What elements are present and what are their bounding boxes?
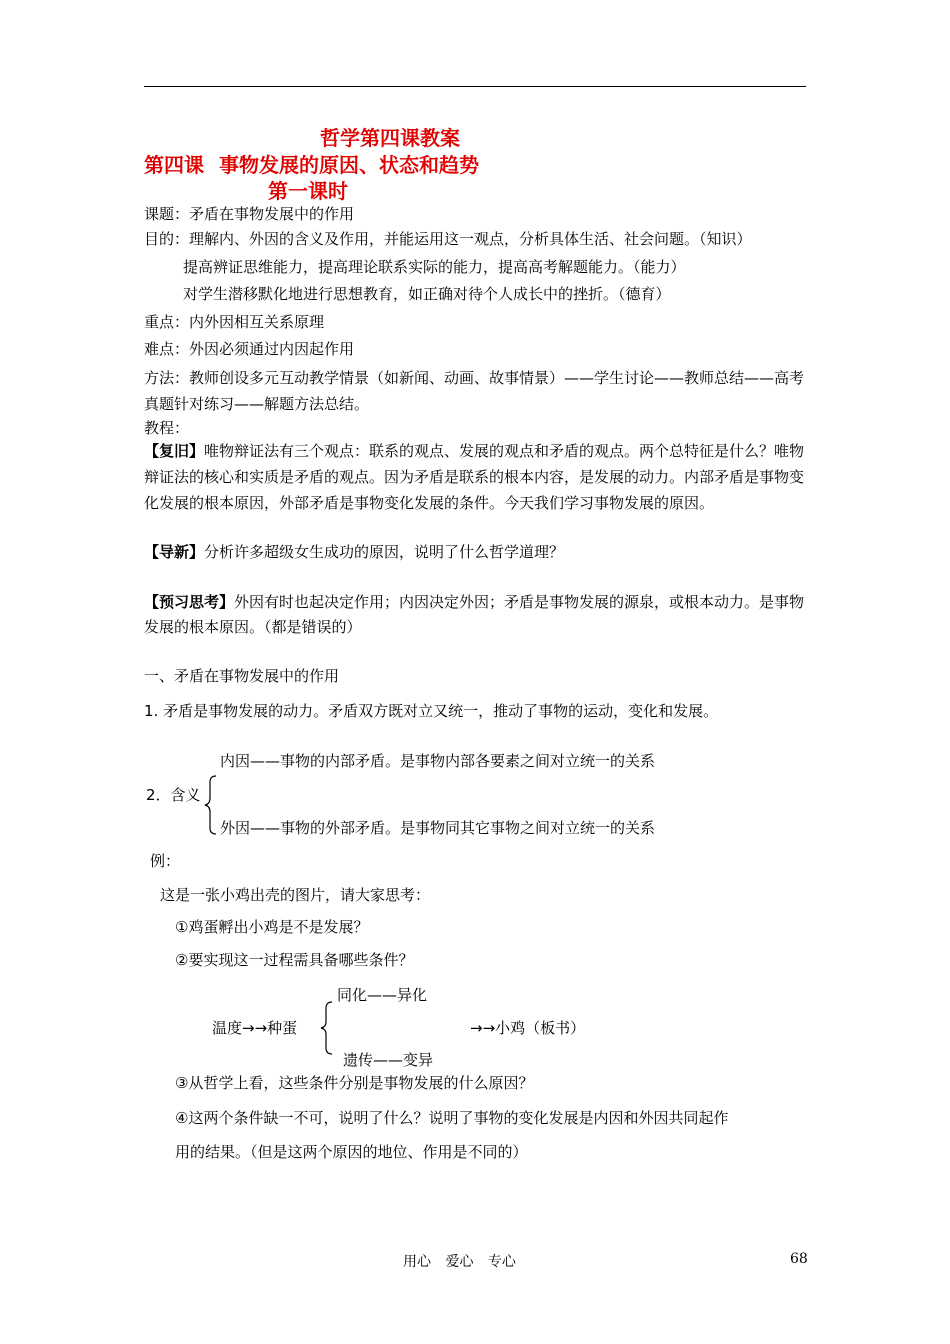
difficulty-line: 难点：外因必须通过内因起作用: [144, 340, 355, 358]
review-paragraph: [144, 438, 808, 516]
question-4-line-2: 用的结果。（但是这两个原因的地位、作用是不同的）: [175, 1143, 528, 1161]
question-2: ②要实现这一过程需具备哪些条件？: [175, 951, 414, 969]
review-text: 唯物辩证法有三个观点：联系的观点、发展的观点和矛盾的观点。两个总特征是什么？唯物辩证法的核心和实质是矛盾的观点。因为矛盾是联系的根本内容，是发展的动力。内部矛盾是事物变化发展的根本原因，外部矛盾是事物变化发展的条件。今天我们学习事物发展的原因。: [144, 442, 805, 512]
footer-motto: 用心 爱心 专心: [403, 1254, 516, 1270]
preview-tag: 【预习思考】: [144, 593, 235, 611]
diagram-brace: [318, 1000, 334, 1056]
lesson-title: 第四课 事物发展的原因、状态和趋势: [144, 153, 479, 177]
section1-heading: 一、矛盾在事物发展中的作用: [144, 667, 340, 685]
diagram-right: →→小鸡（板书）: [470, 1019, 586, 1037]
inner-cause-line: 内因——事物的内部矛盾。是事物内部各要素之间对立统一的关系: [220, 752, 656, 770]
topic-line: 课题：矛盾在事物发展中的作用: [144, 205, 355, 223]
preview-text: 外因有时也起决定作用；内因决定外因；矛盾是事物发展的源泉，或根本动力。是事物发展的根本原因。（都是错误的）: [144, 593, 805, 636]
section1-point1: 1. 矛盾是事物发展的动力。矛盾双方既对立又统一，推动了事物的运动，变化和发展。: [144, 702, 719, 720]
example-intro: 这是一张小鸡出壳的图片，请大家思考：: [160, 886, 431, 904]
diagram-lower: 遗传——变异: [343, 1051, 434, 1069]
process-label: 教程：: [144, 419, 190, 437]
meaning-label: 2．含义: [146, 786, 201, 804]
question-1: ①鸡蛋孵出小鸡是不是发展？: [175, 918, 369, 936]
document-title: 哲学第四课教案: [320, 126, 460, 150]
intro-paragraph: [144, 540, 808, 565]
meaning-brace: [202, 774, 218, 836]
question-4-line-1: ④这两个条件缺一不可，说明了什么？说明了事物的变化发展是内因和外因共同起作: [175, 1109, 729, 1127]
goals-line-3: 对学生潜移默化地进行思想教育，如正确对待个人成长中的挫折。（德育）: [183, 285, 671, 303]
method-paragraph: 方法：教师创设多元互动教学情景（如新闻、动画、故事情景）——学生讨论——教师总结——高考真题针对练习——解题方法总结。: [144, 369, 805, 413]
question-3: ③从哲学上看，这些条件分别是事物发展的什么原因？: [175, 1074, 534, 1092]
intro-tag: 【导新】: [144, 543, 205, 561]
intro-text: 分析许多超级女生成功的原因，说明了什么哲学道理？: [204, 543, 565, 561]
review-tag: 【复旧】: [144, 442, 205, 460]
outer-cause-line: 外因——事物的外部矛盾。是事物同其它事物之间对立统一的关系: [220, 819, 656, 837]
preview-paragraph: [144, 590, 808, 640]
key-point-line: 重点：内外因相互关系原理: [144, 313, 325, 331]
period-title: 第一课时: [268, 179, 348, 203]
diagram-left: 温度→→种蛋: [212, 1019, 298, 1037]
goals-line-2: 提高辨证思维能力，提高理论联系实际的能力，提高高考解题能力。（能力）: [183, 258, 686, 276]
goals-line-1: 目的：理解内、外因的含义及作用，并能运用这一观点，分析具体生活、社会问题。（知识）: [144, 230, 752, 248]
example-label: 例：: [150, 852, 181, 870]
diagram-upper: 同化——异化: [337, 986, 428, 1004]
page-number: 68: [790, 1251, 808, 1267]
header-rule: [144, 86, 806, 87]
